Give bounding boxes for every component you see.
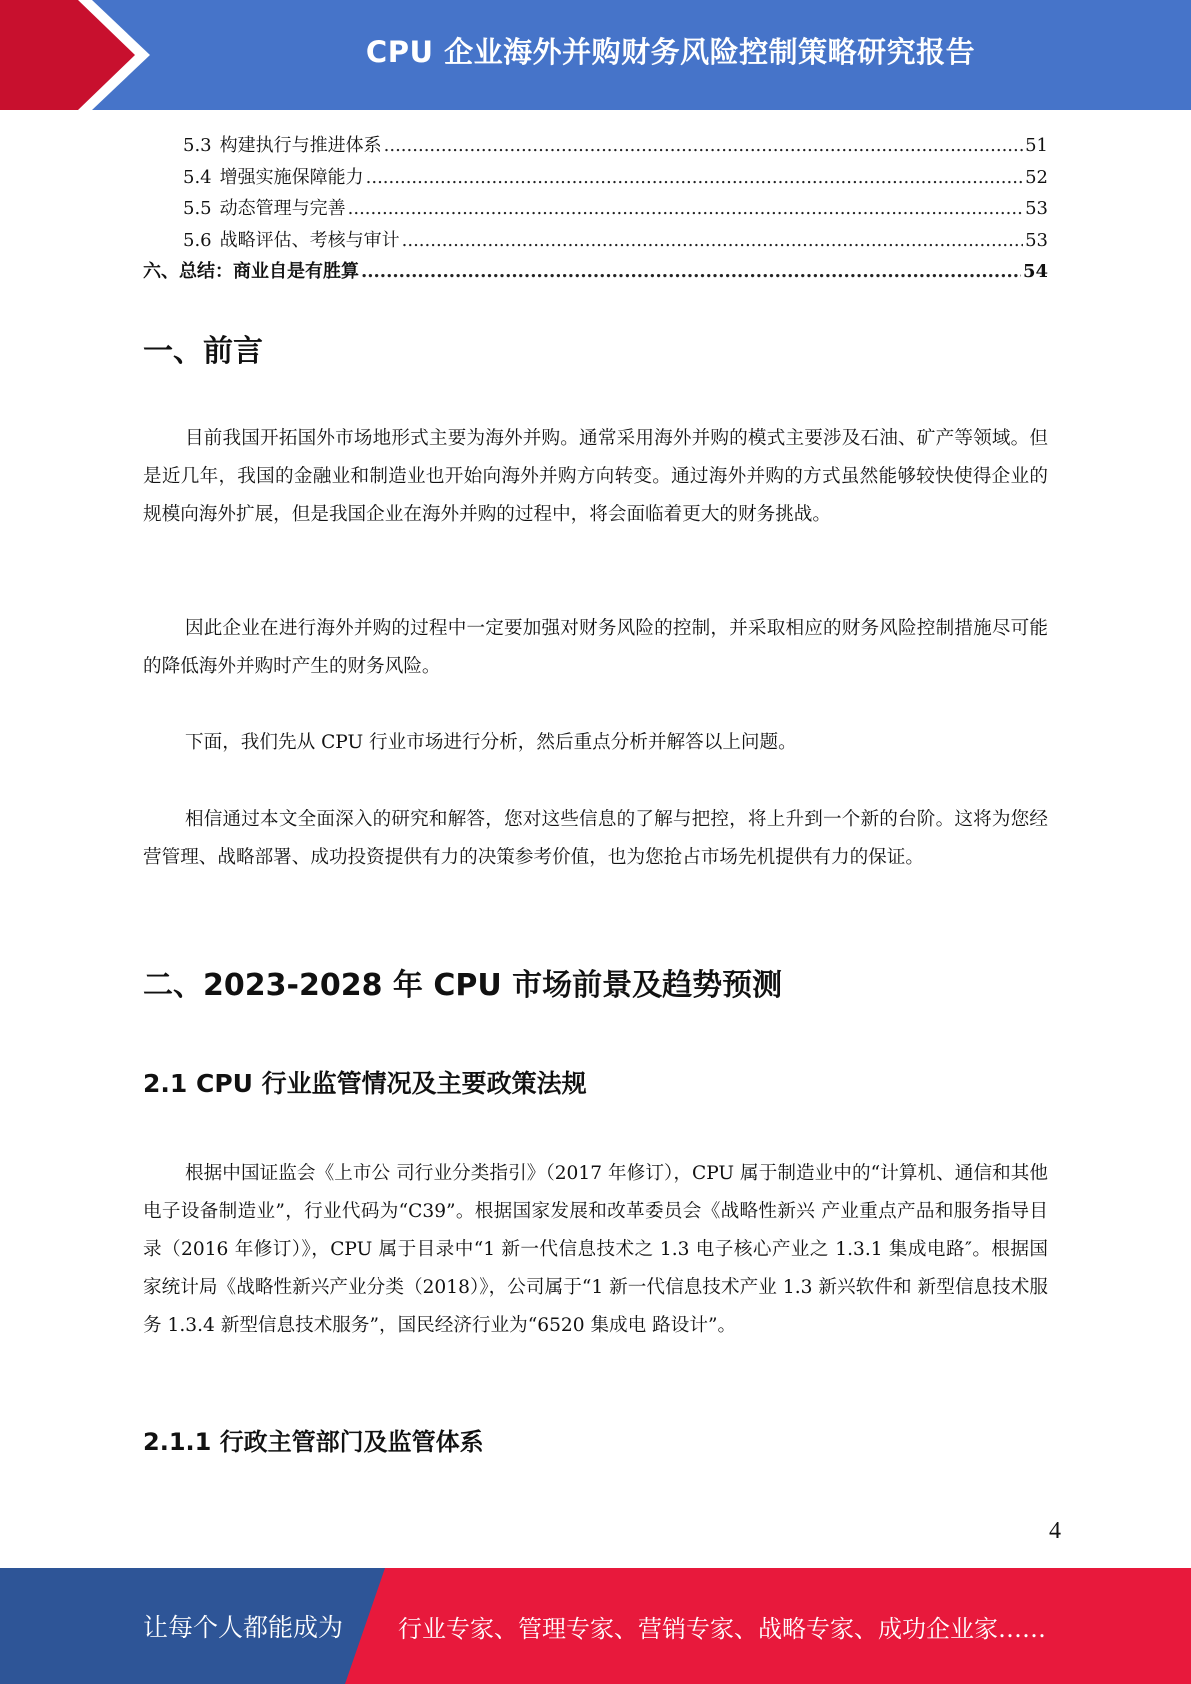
preface-heading: 一、前言 — [143, 334, 263, 369]
admin-heading: 2.1.1 行政主管部门及监管体系 — [143, 1428, 484, 1456]
toc-entry-page: 54 — [1022, 261, 1048, 282]
toc-leader-dots — [384, 130, 1023, 162]
toc-entry-number: 5.3 — [183, 135, 212, 156]
toc-leader-dots — [348, 193, 1023, 225]
footer-band — [0, 1568, 1191, 1684]
toc-entry-label: 六、总结：商业自是有胜算 — [143, 261, 359, 282]
toc-entry[interactable] — [143, 256, 1048, 288]
toc-entry[interactable] — [143, 130, 1048, 162]
toc-leader-dots — [366, 162, 1023, 194]
toc-entry[interactable] — [143, 162, 1048, 194]
preface-paragraph-1: 目前我国开拓国外市场地形式主要为海外并购。通常采用海外并购的模式主要涉及石油、矿产等领域。但是近几年，我国的金融业和制造业也开始向海外并购方向转变。通过海外并购的方式虽然能够较快使得企业的规模向海外扩展，但是我国企业在海外并购的过程中，将会面临着更大的财务挑战。 — [143, 428, 1048, 525]
table-of-contents — [143, 130, 1048, 288]
toc-entry-label: 构建执行与推进体系 — [219, 135, 382, 156]
toc-entry-number: 5.6 — [183, 229, 212, 251]
toc-entry[interactable] — [143, 225, 1048, 257]
toc-leader-dots — [402, 225, 1023, 257]
footer-slogan-left: 让每个人都能成为 — [143, 1613, 344, 1642]
page-number: 4 — [1049, 1518, 1061, 1544]
toc-entry-label: 战略评估、考核与审计 — [219, 229, 400, 251]
regulation-paragraph: 根据中国证监会《上市公 司行业分类指引》（2017 年修订），CPU 属于制造业中的“计算机、通信和其他 电子设备制造业”，行业代码为“C39”。根据国家发展和改革委员会《战略性新兴 产业重点产品和服务指导目录（2016 年修订）》，CPU 属于目录中“1 新一代信息技术之 1.3 电子核心产业之 1.3.1 集成电路″。根据国家统计局《战略性新兴产业分类（2018）》，公司属于“1 新一代信息技术产业 1.3 新兴软件和 新型信息技术服务 1.3.4 新型信息技术服务”，国民经济行业为“6520 集成电 路设计”。 — [143, 1163, 1048, 1336]
toc-entry-page: 53 — [1025, 229, 1048, 251]
preface-paragraph-2: 因此企业在进行海外并购的过程中一定要加强对财务风险的控制，并采取相应的财务风险控制措施尽可能的降低海外并购时产生的财务风险。 — [143, 618, 1048, 677]
document-title: CPU 企业海外并购财务风险控制策略研究报告 — [365, 34, 976, 69]
toc-entry-page: 52 — [1025, 166, 1048, 188]
outlook-heading: 二、2023-2028 年 CPU 市场前景及趋势预测 — [143, 968, 783, 1003]
header-band — [0, 0, 1191, 110]
preface-paragraph-4: 相信通过本文全面深入的研究和解答，您对这些信息的了解与把控，将上升到一个新的台阶。这将为您经营管理、战略部署、成功投资提供有力的决策参考价值，也为您抢占市场先机提供有力的保证。 — [143, 809, 1048, 868]
regulation-heading: 2.1 CPU 行业监管情况及主要政策法规 — [143, 1069, 587, 1098]
red-chevron-icon — [0, 0, 150, 110]
toc-entry-number: 5.4 — [183, 166, 212, 188]
toc-entry-label: 动态管理与完善 — [219, 198, 346, 219]
toc-entry-page: 53 — [1025, 198, 1048, 219]
preface-paragraph-3: 下面，我们先从 CPU 行业市场进行分析，然后重点分析并解答以上问题。 — [185, 732, 797, 753]
toc-leader-dots — [361, 256, 1021, 288]
toc-entry-page: 51 — [1025, 135, 1048, 156]
toc-entry-number: 5.5 — [183, 198, 212, 219]
toc-entry-label: 增强实施保障能力 — [219, 166, 364, 188]
toc-entry[interactable] — [143, 193, 1048, 225]
footer-slogan-right: 行业专家、管理专家、营销专家、战略专家、成功企业家…… — [398, 1614, 1046, 1643]
